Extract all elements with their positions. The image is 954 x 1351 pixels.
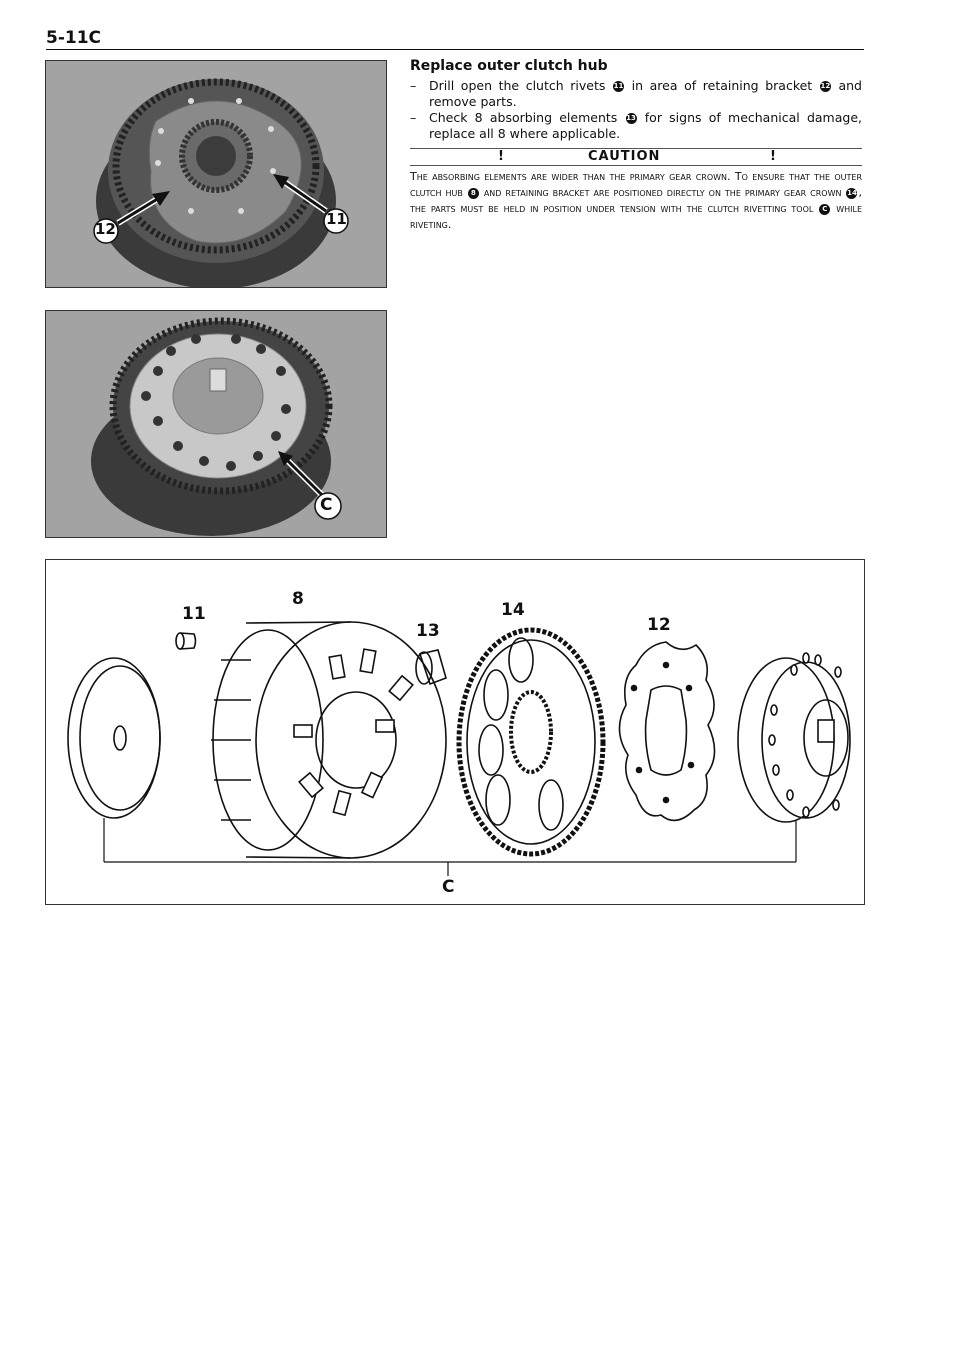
caution-label: CAUTION	[588, 149, 661, 164]
retaining-bracket-part	[619, 642, 714, 820]
step-check-elements: – Check 8 absorbing elements 13 for signs of mechanical damage, replace all 8 where applicable.	[410, 110, 862, 141]
tool-disc-left	[68, 658, 160, 818]
ref-number-8: 8	[468, 188, 479, 199]
tool-bracket-line	[104, 818, 796, 876]
outer-hub-part	[211, 622, 446, 858]
absorbing-element-part	[416, 650, 446, 684]
caution-banner	[410, 148, 862, 166]
label-8: 8	[292, 589, 304, 609]
header-rule	[46, 49, 864, 50]
callout-c: C	[320, 495, 333, 515]
page-number: 5-11C	[46, 28, 102, 48]
instructions-section	[410, 58, 862, 233]
tool-disc-right	[738, 653, 850, 822]
label-c: C	[442, 877, 455, 897]
photo-clutch-rivetting-tool	[45, 310, 387, 538]
label-14: 14	[501, 600, 525, 620]
ref-number-11: 11	[613, 82, 624, 90]
warning-icon: !	[498, 149, 504, 164]
label-12: 12	[647, 615, 671, 635]
exploded-diagram	[45, 559, 865, 905]
photo-clutch-hub-rivets	[45, 60, 387, 288]
callout-12: 12	[95, 220, 116, 238]
rivet-part	[176, 633, 196, 649]
section-title: Replace outer clutch hub	[410, 58, 608, 74]
label-13: 13	[416, 621, 440, 641]
ref-number-14: 14	[847, 188, 857, 197]
ref-number-12: 12	[820, 82, 831, 90]
gear-crown-part	[459, 630, 603, 854]
caution-text: The absorbing elements are wider than the primary gear crown. To ensure that the outer clutch hub 8 and retaining bracket are positioned directly on the primary gear crown 14 , the parts must be held in position under tension with the clutch rivetting tool C while riveting.	[410, 170, 863, 231]
ref-number-13: 13	[626, 114, 636, 122]
label-11: 11	[182, 604, 206, 624]
ref-letter-c: C	[819, 204, 830, 215]
warning-icon: !	[770, 149, 776, 164]
callout-11: 11	[326, 210, 347, 228]
step-drill-rivets: – Drill open the clutch rivets 11 in area of retaining bracket 12 and remove parts.	[410, 78, 862, 109]
